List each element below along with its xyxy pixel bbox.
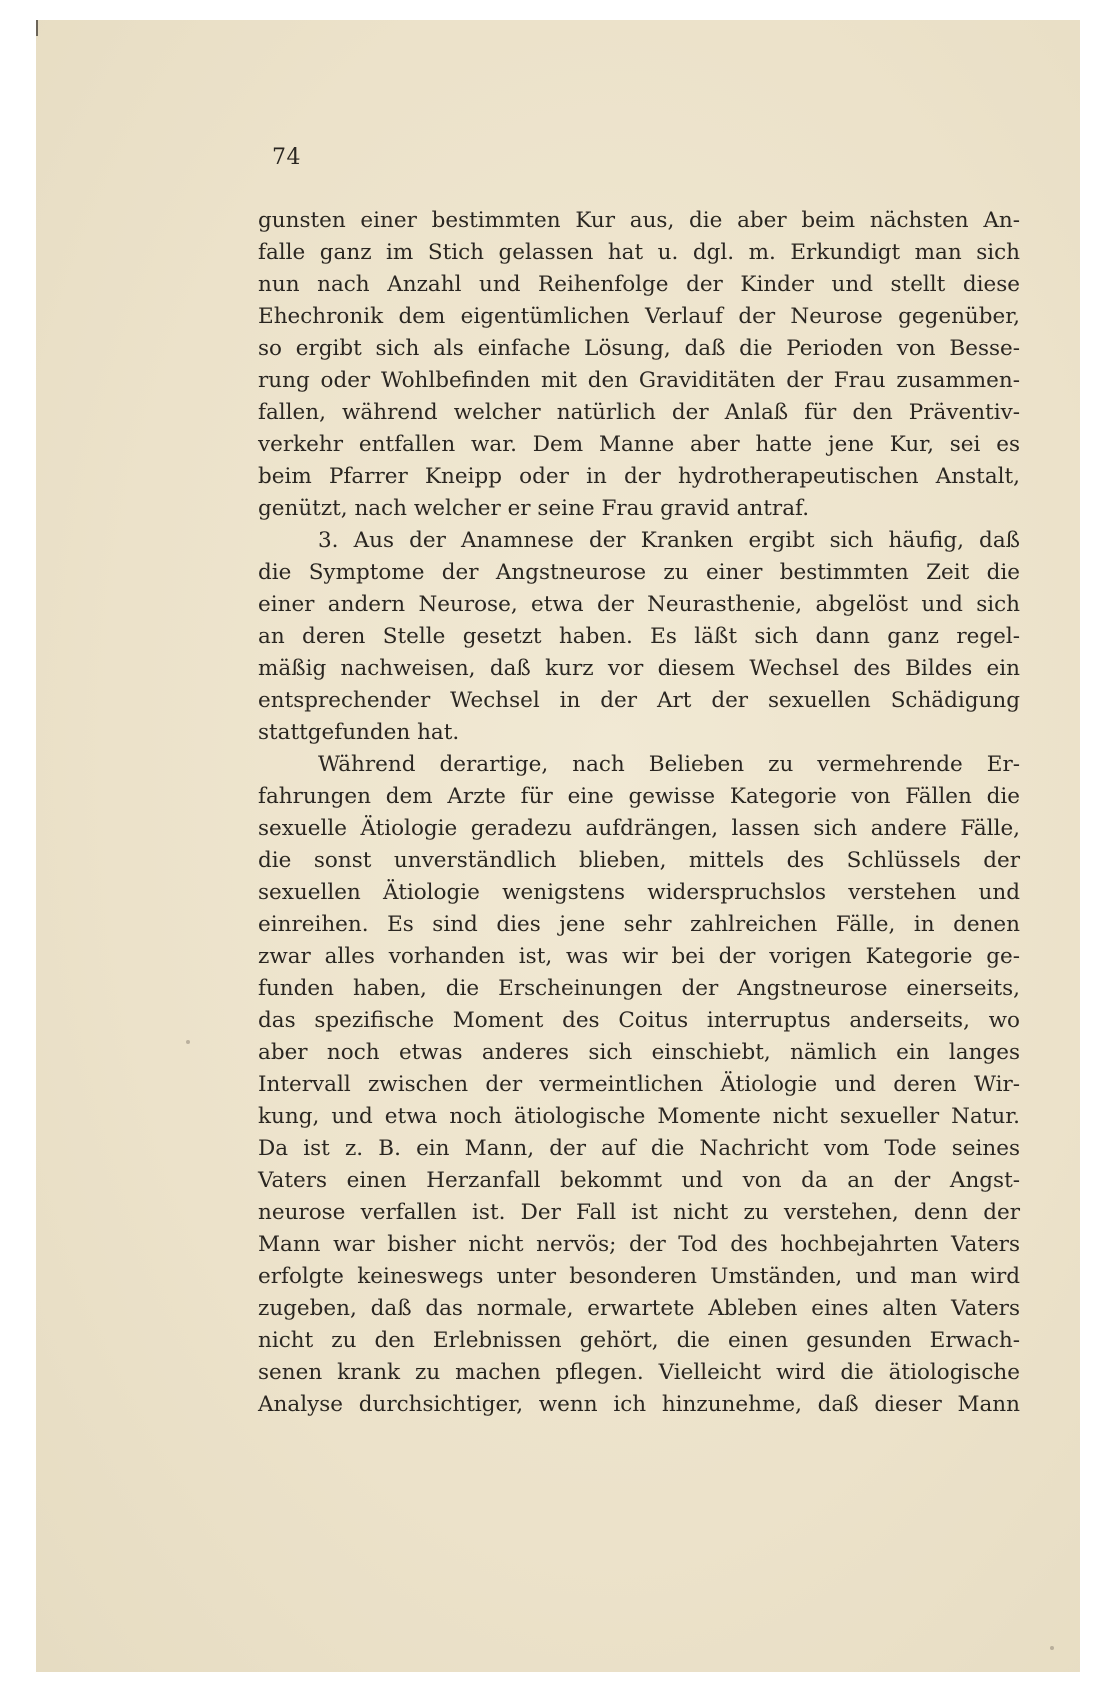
text-line: nun nach Anzahl und Reihenfolge der Kinder und stellt diese xyxy=(258,272,1020,297)
text-line: sexuelle Ätiologie geradezu aufdrängen, lassen sich andere Fälle, xyxy=(258,816,1020,841)
body-text xyxy=(258,205,1020,1421)
text-line: Intervall zwischen der vermeintlichen Ätiologie und deren Wir- xyxy=(258,1072,1020,1097)
text-line: kung, und etwa noch ätiologische Momente nicht sexueller Natur. xyxy=(258,1104,1020,1129)
text-line: das spezifische Moment des Coitus interruptus anderseits, wo xyxy=(258,1008,1020,1033)
paper-speck xyxy=(1050,1646,1054,1650)
text-line: so ergibt sich als einfache Lösung, daß die Perioden von Besse- xyxy=(258,336,1020,361)
text-line: fallen, während welcher natürlich der Anlaß für den Präventiv- xyxy=(258,400,1020,425)
text-line: senen krank zu machen pflegen. Vielleicht wird die ätiologische xyxy=(258,1360,1020,1385)
text-line: erfolgte keineswegs unter besonderen Umständen, und man wird xyxy=(258,1264,1020,1289)
text-line: funden haben, die Erscheinungen der Angstneurose einerseits, xyxy=(258,976,1020,1001)
text-line: beim Pfarrer Kneipp oder in der hydrotherapeutischen Anstalt, xyxy=(258,464,1020,489)
text-line: genützt, nach welcher er seine Frau gravid antraf. xyxy=(258,496,810,521)
text-line: 3. Aus der Anamnese der Kranken ergibt sich häufig, daß xyxy=(318,528,1020,553)
text-line: die Symptome der Angstneurose zu einer bestimmten Zeit die xyxy=(258,560,1020,585)
text-line: rung oder Wohlbefinden mit den Graviditäten der Frau zusammen- xyxy=(258,368,1020,393)
paper-speck xyxy=(186,1040,190,1044)
page-number: 74 xyxy=(272,145,301,170)
text-line: Vaters einen Herzanfall bekommt und von da an der Angst- xyxy=(258,1168,1020,1193)
text-line: gunsten einer bestimmten Kur aus, die aber beim nächsten An- xyxy=(258,208,1020,233)
scan-edge-mark xyxy=(36,20,38,36)
text-line: neurose verfallen ist. Der Fall ist nicht zu verstehen, denn der xyxy=(258,1200,1020,1225)
text-line: zwar alles vorhanden ist, was wir bei der vorigen Kategorie ge- xyxy=(258,944,1020,969)
text-line: Da ist z. B. ein Mann, der auf die Nachricht vom Tode seines xyxy=(258,1136,1020,1161)
text-line: aber noch etwas anderes sich einschiebt, nämlich ein langes xyxy=(258,1040,1020,1065)
text-line: sexuellen Ätiologie wenigstens widerspruchslos verstehen und xyxy=(258,880,1020,905)
text-line: mäßig nachweisen, daß kurz vor diesem Wechsel des Bildes ein xyxy=(258,656,1020,681)
paragraph xyxy=(258,205,1020,525)
paragraph xyxy=(258,749,1020,1421)
text-line: Analyse durchsichtiger, wenn ich hinzunehme, daß dieser Mann xyxy=(258,1392,1020,1417)
text-line: Während derartige, nach Belieben zu vermehrende Er- xyxy=(318,752,1020,777)
text-line: Ehechronik dem eigentümlichen Verlauf der Neurose gegenüber, xyxy=(258,304,1020,329)
text-line: zugeben, daß das normale, erwartete Ableben eines alten Vaters xyxy=(258,1296,1020,1321)
text-line: Mann war bisher nicht nervös; der Tod des hochbejahrten Vaters xyxy=(258,1232,1020,1257)
text-line: an deren Stelle gesetzt haben. Es läßt sich dann ganz regel- xyxy=(258,624,1020,649)
text-line: fahrungen dem Arzte für eine gewisse Kategorie von Fällen die xyxy=(258,784,1020,809)
text-line: einreihen. Es sind dies jene sehr zahlreichen Fälle, in denen xyxy=(258,912,1020,937)
text-line: einer andern Neurose, etwa der Neurasthenie, abgelöst und sich xyxy=(258,592,1020,617)
paragraph xyxy=(258,525,1020,749)
text-line: nicht zu den Erlebnissen gehört, die einen gesunden Erwach- xyxy=(258,1328,1020,1353)
text-line: stattgefunden hat. xyxy=(258,720,460,745)
text-line: falle ganz im Stich gelassen hat u. dgl. m. Erkundigt man sich xyxy=(258,240,1020,265)
text-line: entsprechender Wechsel in der Art der sexuellen Schädigung xyxy=(258,688,1020,713)
text-line: die sonst unverständlich blieben, mittels des Schlüssels der xyxy=(258,848,1020,873)
text-line: verkehr entfallen war. Dem Manne aber hatte jene Kur, sei es xyxy=(258,432,1020,457)
